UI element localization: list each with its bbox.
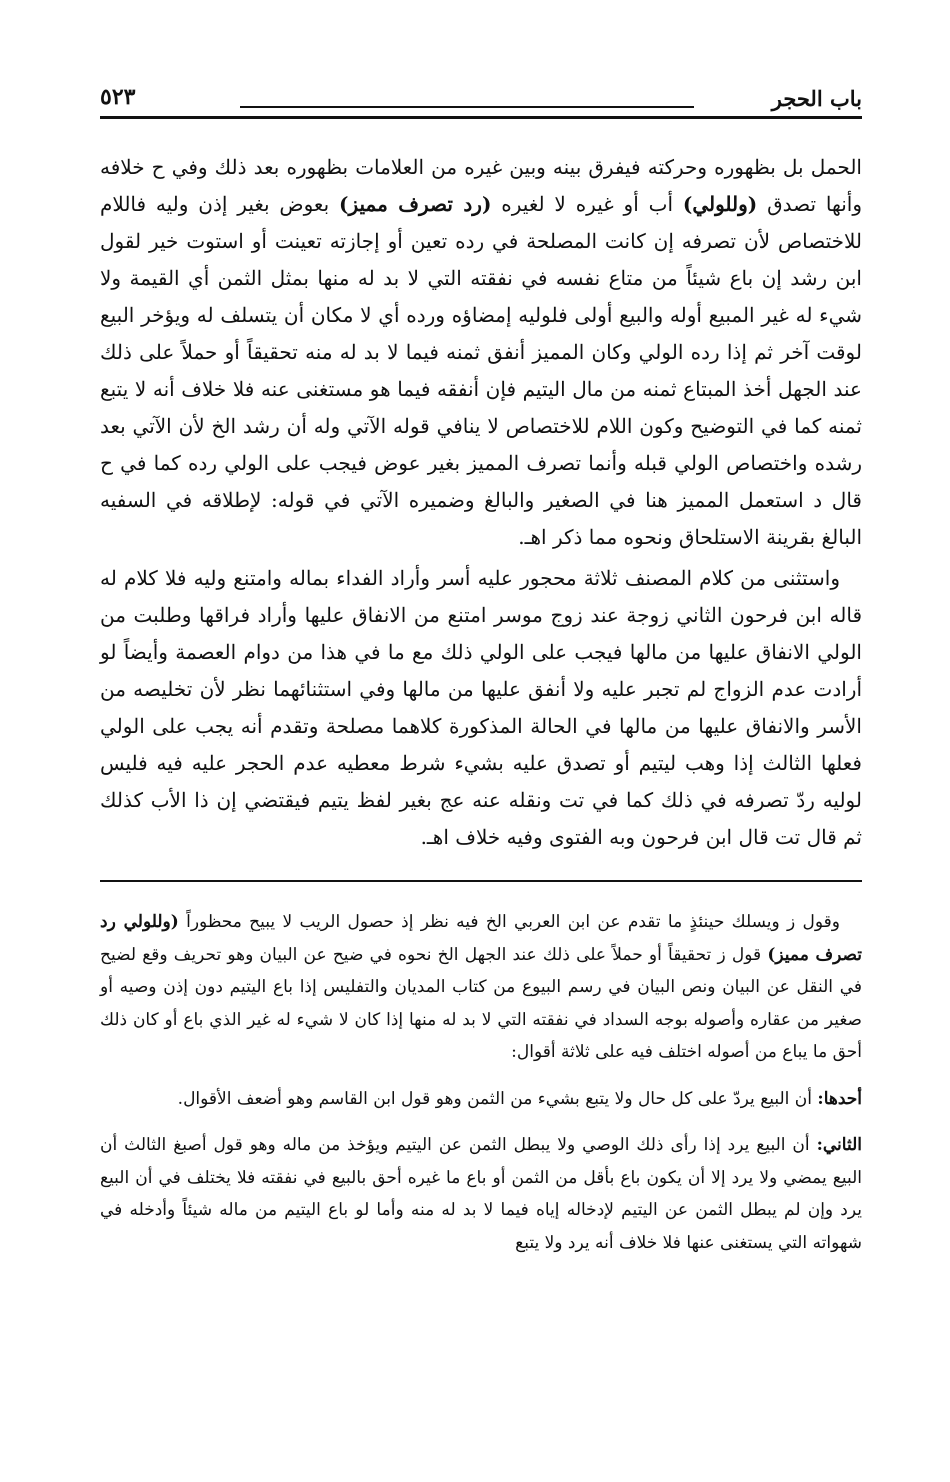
main-text bbox=[100, 149, 862, 856]
bold-term: (وللولي رد تصرف مميز) bbox=[100, 912, 862, 965]
main-paragraph-2: واستثنى من كلام المصنف ثلاثة محجور عليه أسر وأراد الفداء بماله وامتنع وليه فلا كلام له قاله ابن فرحون الثاني زوجة عند زوج موسر امتنع من الانفاق عليها وأراد فراقها وطلبت من الولي الانفاق عليها من مالها فيجب على الولي ذلك مع ما في هذا من دوام العصمة وأيضاً لو أرادت عدم الزواج لم تجبر عليه ولا أنفق عليها من مالها وفي استثنائهما نظر لأن تخليصه من الأسر والانفاق عليها من مالها في الحالة المذكورة كلاهما مصلحة وتقدم أنه يجب على الولي فعلها الثالث إذا وهب ليتيم أو تصدق عليه بشيء شرط معطيه عدم الحجر عليه فيه فليس لوليه ردّ تصرفه في ذلك كما في تت ونقله عنه عج بغير لفظ يتيم فيقتضي إن ذا الأب كذلك ثم قال تت قال ابن فرحون وبه الفتوى وفيه خلاف اهـ. bbox=[100, 566, 862, 849]
text-run: بعوض بغير إذن وليه فاللام للاختصاص لأن تصرفه إن كانت المصلحة في رده تعين أو إجازته تعينت أو استوت خير لقول ابن رشد إن باع شيئاً من متاع نفسه في نفقته التي لا بد له منها بمثل الثمن أي القيمة ولا شيء له غير المبيع أوله والبيع أولى فلوليه إمضاؤه ورده أي لا مكان أن يتسلف له ويؤخر البيع لوقت آخر ثم إذا رده الولي وكان المميز أنفق ثمنه فيما لا بد له منه تحقيقاً أو حملاً على ذلك عند الجهل أخذ المبتاع ثمنه من مال اليتيم فإن أنفقه فيما هو مستغنى عنه فلا خلاف أنه لا يتبع ثمنه كما في التوضيح وكون اللام للاختصاص لا ينافي قوله الآتي وله أن رشد الخ لأن الآتي بعد رشده واختصاص الولي قبله وأنما تصرف المميز بغير عوض فيجب على الولي رده كما في ح قال د استعمل المميز هنا في الصغير والبالغ وضميره الآتي في قوله: لإطلاقه في السفيه البالغ بقرينة الاستلحاق ونحوه مما ذكر اهـ. bbox=[100, 192, 862, 549]
footnote-paragraph-2 bbox=[100, 1083, 862, 1116]
bold-term: أحدها: bbox=[817, 1088, 862, 1109]
page-number: ٥٢٣ bbox=[100, 84, 136, 110]
bold-term: الثاني: bbox=[816, 1135, 862, 1155]
footnotes bbox=[100, 906, 862, 1259]
page-header bbox=[100, 70, 862, 119]
text-run: قول ز تحقيقاً أو حملاً على ذلك عند الجهل الخ نحوه في ضيح عن البيان وهو تحريف وقع لضيح في النقل عن البيان ونص البيان في رسم البيوع من كتاب المديان والتفليس إذا باع اليتيم دون إذن وصيه أو صغير من عقاره وأصوله بوجه السداد في نفقته التي لا بد له منها إذا كان لا شيء له غير الذي باع أو كان ذلك أحق ما يباع من أصوله اختلف فيه على ثلاثة أقوال: bbox=[100, 944, 862, 1062]
footnote-paragraph-3 bbox=[100, 1129, 862, 1259]
text-run: الحمل بل بظهوره وحركته فيفرق بينه وبين غيره من العلامات بظهوره بعد ذلك وفي ح خلافه وأنها تصدق bbox=[100, 155, 862, 216]
text-run: أن البيع يردّ على كل حال ولا يتبع بشيء من الثمن وهو قول ابن القاسم وهو أضعف الأقوال. bbox=[177, 1088, 818, 1109]
text-run: أب أو غيره لا لغيره bbox=[491, 192, 683, 216]
text-run: وقول ز ويسلك حينئذٍ ما تقدم عن ابن العربي الخ فيه نظر إذ حصول الريب لا يبيح محظوراً bbox=[178, 912, 841, 932]
book-page bbox=[100, 70, 862, 1273]
main-paragraph-1 bbox=[100, 149, 862, 556]
header-rule bbox=[240, 106, 694, 108]
bold-term: (وللولي) bbox=[682, 192, 758, 216]
chapter-title: باب الحجر bbox=[771, 86, 862, 111]
text-run: أن البيع يرد إذا رأى ذلك الوصي ولا يبطل الثمن عن اليتيم ويؤخذ من ماله وهو قول أصبغ الثالث أن البيع يمضي ولا يرد إلا أن يكون باع بأقل من الثمن أو باع ما غيره أحق بالبيع في نفقته فلا يختلف في أن البيع يرد وإن لم يبطل الثمن عن اليتيم لإدخاله إياه فيما لا بد له منه وأما لو باع اليتيم من ماله شيئاً وأدخله في شهواته التي يستغنى عنها فلا خلاف أنه يرد ولا يتبع bbox=[100, 1135, 862, 1253]
footnote-paragraph-1 bbox=[100, 906, 862, 1069]
bold-term: (رد تصرف مميز) bbox=[339, 192, 492, 216]
footnote-separator bbox=[100, 880, 862, 882]
